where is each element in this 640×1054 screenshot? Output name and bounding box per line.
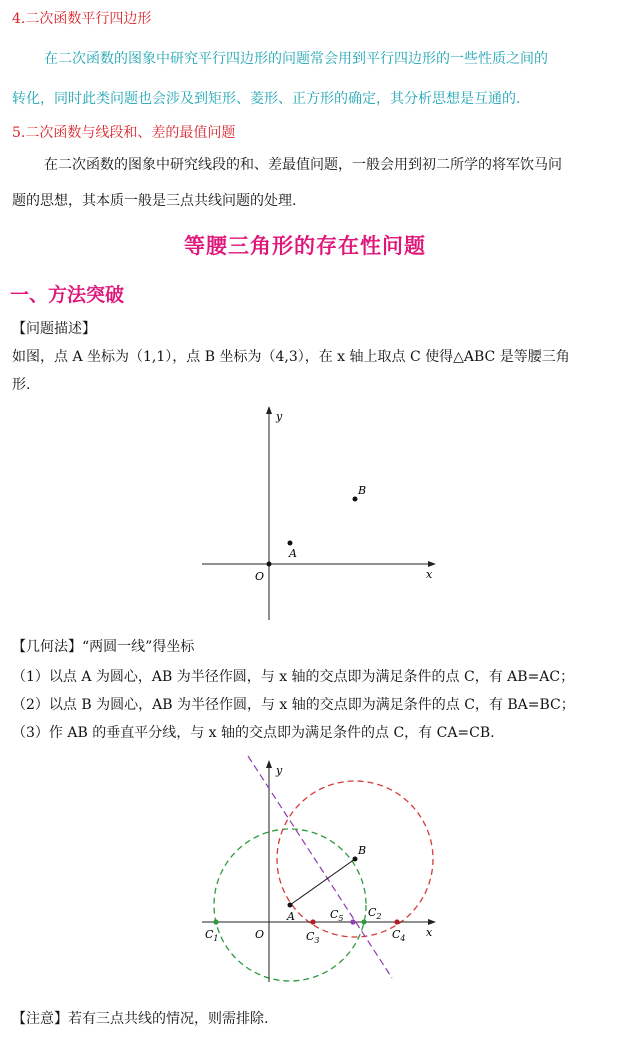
origin-label: O <box>255 928 265 941</box>
point-c1-label: $C_1$ <box>205 928 219 943</box>
problem-label: 【问题描述】 <box>12 321 96 337</box>
point-c3 <box>310 919 315 924</box>
point-c5-label: $C_5$ <box>330 908 344 923</box>
section-4-heading: 4.二次函数平行四边形 <box>12 11 152 27</box>
point-b <box>353 497 358 502</box>
point-c2 <box>361 919 366 924</box>
y-axis-label: y <box>276 764 283 777</box>
x-axis-arrow <box>428 561 436 567</box>
x-axis-label: x <box>426 926 433 939</box>
x-axis-arrow <box>428 919 436 925</box>
problem-line1: 如图，点 A 坐标为（1,1），点 B 坐标为（4,3），在 x 轴上取点 C 使得△ABC 是等腰三角 <box>12 349 570 365</box>
section-4-text-line1: 在二次函数的图象中研究平行四边形的问题常会用到平行四边形的一些性质之间的 <box>44 51 548 67</box>
point-a-label: A <box>287 910 295 923</box>
y-axis-arrow <box>266 760 272 768</box>
point-c4 <box>394 919 399 924</box>
y-axis-label: y <box>276 410 283 423</box>
coordinate-figure-2 <box>196 752 446 987</box>
point-c3-label: $C_3$ <box>306 930 320 945</box>
point-c1 <box>213 919 218 924</box>
geometry-item-3: （3）作 AB 的垂直平分线，与 x 轴的交点即为满足条件的点 C，有 CA=CB. <box>12 725 495 741</box>
point-a <box>288 903 293 908</box>
x-axis-label: x <box>426 568 433 581</box>
section-5-text-line2: 题的思想，其本质一般是三点共线问题的处理. <box>12 193 297 209</box>
page-title: 等腰三角形的存在性问题 <box>184 233 426 258</box>
note-text: 【注意】若有三点共线的情况，则需排除. <box>12 1011 269 1027</box>
section-5-text-line1: 在二次函数的图象中研究线段的和、差最值问题，一般会用到初二所学的将军饮马问 <box>44 157 562 173</box>
point-a-label: A <box>289 547 297 560</box>
origin-point <box>267 562 272 567</box>
point-b-label: B <box>358 484 367 497</box>
y-axis-arrow <box>266 406 272 414</box>
point-a <box>288 541 293 546</box>
section-4-text-line2: 转化，同时此类问题也会涉及到矩形、菱形、正方形的确定，其分析思想是互通的. <box>12 91 521 107</box>
point-c5 <box>350 919 355 924</box>
geometry-item-2: （2）以点 B 为圆心，AB 为半径作圆，与 x 轴的交点即为满足条件的点 C，有 BA=BC； <box>12 697 575 713</box>
point-c2-label: $C_2$ <box>368 906 382 921</box>
coordinate-figure-1 <box>196 402 446 627</box>
segment-ab <box>290 859 355 905</box>
geometry-label: 【几何法】“两圆一线”得坐标 <box>12 639 195 655</box>
origin-label: O <box>255 570 265 583</box>
problem-line2: 形. <box>12 377 31 393</box>
point-b-label: B <box>358 844 367 857</box>
point-b <box>353 857 358 862</box>
method-heading: 一、方法突破 <box>10 284 125 306</box>
section-5-heading: 5.二次函数与线段和、差的最值问题 <box>12 125 236 141</box>
point-c4-label: $C_4$ <box>392 928 406 943</box>
geometry-item-1: （1）以点 A 为圆心，AB 为半径作圆，与 x 轴的交点即为满足条件的点 C，有 AB=AC； <box>12 669 575 685</box>
